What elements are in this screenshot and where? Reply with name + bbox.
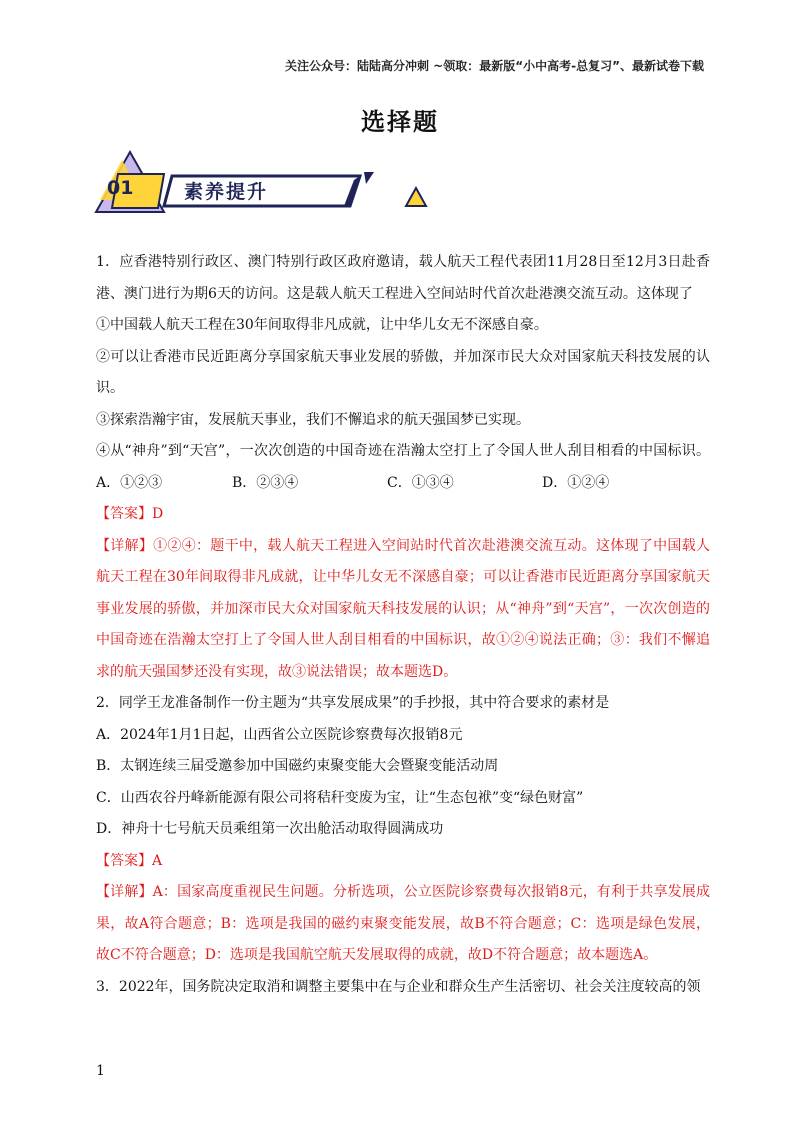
q1-item-with-options	[96, 436, 710, 499]
q1-stem: 1．应香港特别行政区、澳门特别行政区政府邀请，载人航天工程代表团11月28日至12月3日赴香港、澳门进行为期6天的访问。这是载人航天工程进入空间站时代首次赴港澳交流互动。这体现了	[96, 254, 710, 302]
q1-option: D．①②④	[542, 474, 610, 491]
page-title: 选择题	[361, 108, 439, 136]
q1-option: A．①②③	[96, 474, 163, 491]
q2-option: C．山西农谷丹峰新能源有限公司将秸秆变废为宝，让“生态包袱”变“绿色财富”	[96, 789, 584, 806]
section-banner	[92, 150, 437, 215]
page-header: 关注公众号：陆陆高分冲刺 ~领取：最新版“小中高考-总复习”、最新试卷下载	[285, 59, 704, 73]
q2-option: D．神舟十七号航天员乘组第一次出舱活动取得圆满成功	[96, 821, 444, 837]
q1-item: ②可以让香港市民近距离分享国家航天事业发展的骄傲，并加深市民大众对国家航天科技发展的认识。	[96, 348, 710, 396]
page-number: 1	[96, 1063, 105, 1079]
section-number: 01	[107, 177, 134, 199]
q2-explanation: 【详解】A：国家高度重视民生问题。分析选项，公立医院诊察费每次报销8元，有利于共享发展成果，故A符合题意；B：选项是我国的磁约束聚变能发展，故B不符合题意；C：选项是绿色发展，故C不符合题意；D：选项是我国航空航天发展取得的成就，故D不符合题意；故本题选A。	[96, 884, 710, 963]
q2-stem: 2．同学王龙准备制作一份主题为“共享发展成果”的手抄报，其中符合要求的素材是	[96, 695, 610, 711]
q2-option: B．太钢连续三届受邀参加中国磁约束聚变能大会暨聚变能活动周	[96, 758, 499, 774]
question-content	[96, 247, 710, 1003]
q1-option: B．②③④	[232, 474, 299, 491]
q1-item: ③探索浩瀚宇宙，发展航天事业，我们不懈追求的航天强国梦已实现。	[96, 411, 530, 428]
q1-answer: 【答案】D	[96, 506, 164, 522]
q2-answer: 【答案】A	[96, 852, 163, 869]
q3-stem: 3．2022年，国务院决定取消和调整主要集中在与企业和群众生产生活密切、社会关注度较高的领	[96, 978, 701, 995]
section-label: 素养提升	[184, 181, 269, 203]
q1-item: ①中国载人航天工程在30年间取得非凡成就，让中华儿女无不深感自豪。	[96, 317, 548, 333]
q1-explanation: 【详解】①②④：题干中，载人航天工程进入空间站时代首次赴港澳交流互动。这体现了中国载人航天工程在30年间取得非凡成就，让中华儿女无不深感自豪；可以让香港市民近距离分享国家航天事业发展的骄傲，并加深市民大众对国家航天科技发展的认识；从“神舟”到“天宫”，一次次创造的中国奇迹在浩瀚太空打上了令国人世人刮目相看的中国标识，故①②④说法正确；③：我们不懈追求的航天强国梦还没有实现，故③说法错误；故本题选D。	[96, 537, 710, 680]
q1-option: C．①③④	[387, 474, 454, 491]
q2-option: A．2024年1月1日起，山西省公立医院诊察费每次报销8元	[96, 726, 463, 743]
q1-item: ④从“神舟”到“天宫”，一次次创造的中国奇迹在浩瀚太空打上了令国人世人刮目相看的中国标识。	[96, 443, 710, 459]
